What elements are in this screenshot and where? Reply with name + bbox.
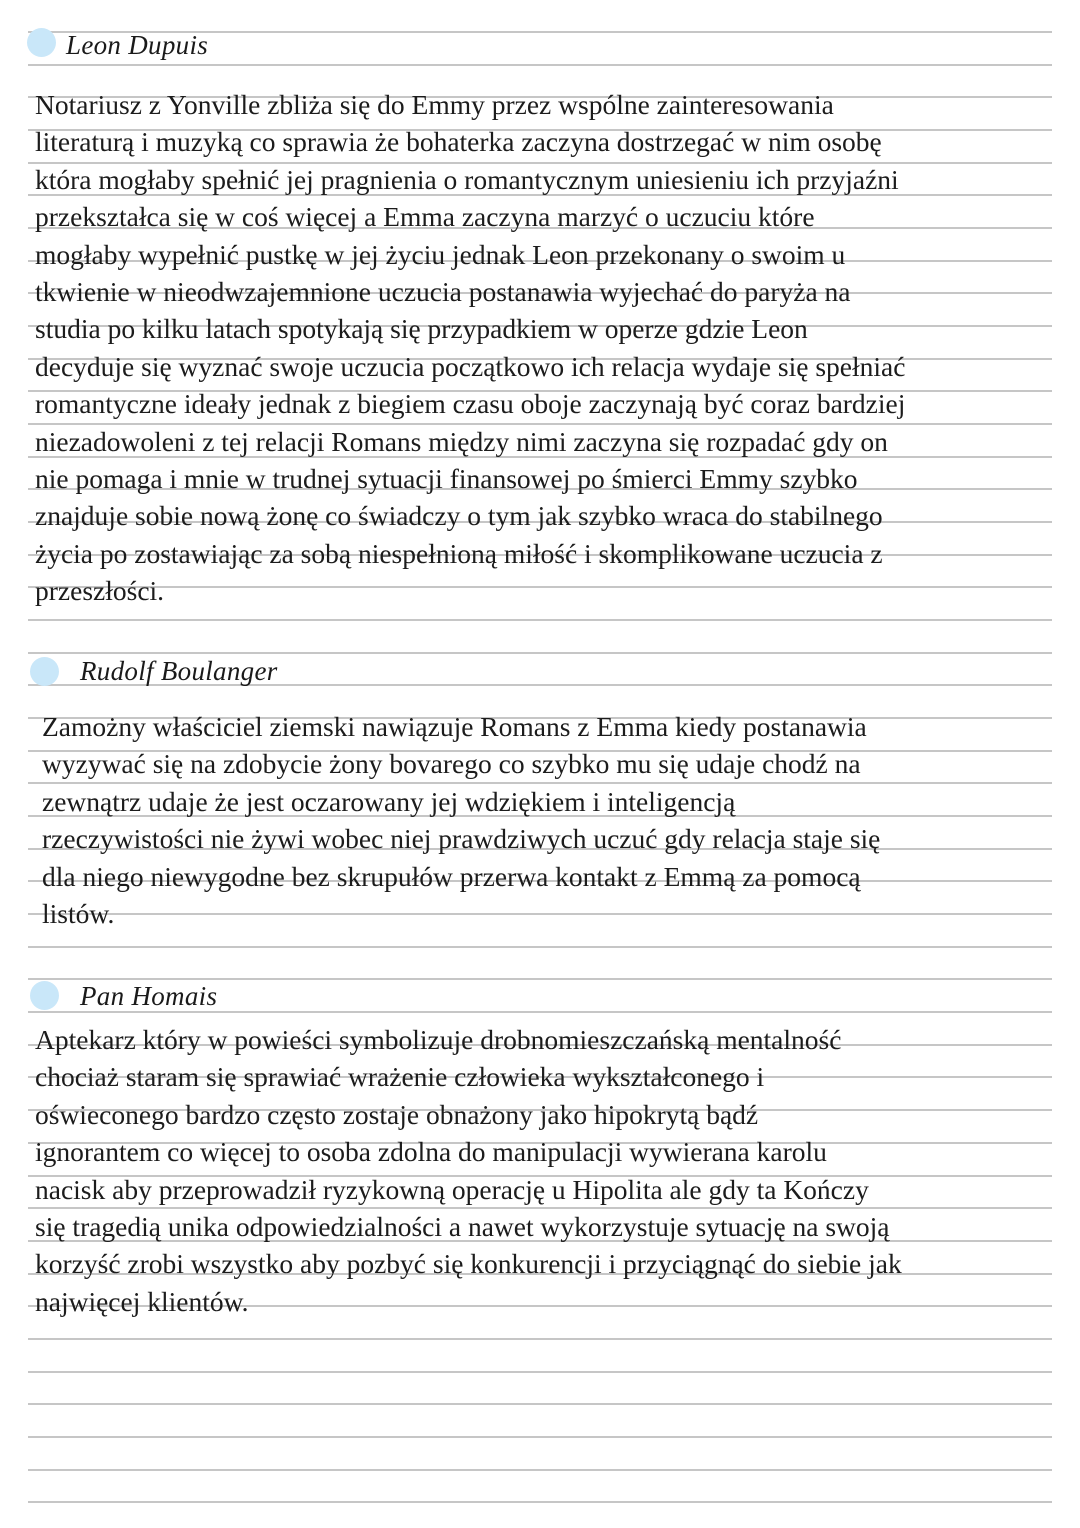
text-line: przeszłości. [35,575,165,607]
text-line: która mogłaby spełnić jej pragnienia o romantycznym uniesieniu ich przyjaźni [35,163,899,195]
ruled-line [28,1436,1052,1438]
text-line: studia po kilku latach spotykają się przypadkiem w operze gdzie Leon [35,313,808,345]
text-line: Zamożny właściciel ziemski nawiązuje Romans z Emma kiedy postanawia [42,711,867,742]
text-line: wyzywać się na zdobycie żony bovarego co szybko mu się udaje chodź na [42,748,861,780]
ruled-line [28,1501,1052,1503]
text-line: chociaż staram się sprawiać wrażenie człowieka wykształconego i [35,1061,765,1093]
ruled-line [28,652,1052,654]
text-line: romantyczne ideały jednak z biegiem czasu oboje zaczynają być coraz bardziej [35,388,906,420]
ruled-line [28,64,1052,66]
text-line: najwięcej klientów. [35,1285,249,1317]
text-line: Aptekarz który w powieści symbolizuje drobnomieszczańską mentalność [35,1024,842,1055]
bullet-dot-icon [30,981,59,1010]
text-line: nie pomaga i mnie w trudnej sytuacji finansowej po śmierci Emmy szybko [35,463,858,494]
ruled-line [28,1371,1052,1373]
ruled-line [28,1011,1052,1013]
text-line: dla niego niewygodne bez skrupułów przerwa kontakt z Emmą za pomocą [42,860,861,892]
text-line: ignorantem co więcej to osoba zdolna do manipulacji wywierana karolu [35,1136,827,1168]
bullet-dot-icon [30,657,59,686]
text-line: listów. [42,898,115,929]
text-line: korzyść zrobi wszystko aby pozbyć się konkurencji i przyciągnąć do siebie jak [35,1248,902,1280]
text-line: tkwienie w nieodwzajemnione uczucia postanawia wyjechać do paryża na [35,276,851,307]
ruled-line [28,946,1052,948]
ruled-line [28,1207,1052,1209]
text-line: nacisk aby przeprowadził ryzykowną operację u Hipolita ale gdy ta Kończy [35,1173,869,1205]
text-line: mogłaby wypełnić pustkę w jej życiu jednak Leon przekonany o swoim u [35,238,846,270]
ruled-line [28,1403,1052,1405]
section-heading-leon: Leon Dupuis [66,30,209,60]
text-line: znajduje sobie nową żonę co świadczy o tym jak szybko wraca do stabilnego [35,500,883,532]
text-line: rzeczywistości nie żywi wobec niej prawdziwych uczuć gdy relacja staje się [42,823,881,855]
text-line: się tragedią unika odpowiedzialności a nawet wykorzystuje sytuację na swoją [35,1211,890,1242]
text-line: literaturą i muzyką co sprawia że bohaterka zaczyna dostrzegać w nim osobę [35,126,882,158]
text-line: oświeconego bardzo często zostaje obnażony jako hipokrytą bądź [35,1098,759,1130]
section-heading-rudolf: Rudolf Boulanger [80,656,278,686]
bullet-dot-icon [27,28,56,57]
text-line: zewnątrz udaje że jest oczarowany jej wdziękiem i inteligencją [42,785,736,817]
ruled-line [28,586,1052,588]
text-line: przekształca się w coś więcej a Emma zaczyna marzyć o uczuciu które [35,201,815,233]
section-heading-homais: Pan Homais [80,981,218,1011]
text-line: decyduje się wyznać swoje uczucia początkowo ich relacja wydaje się spełniać [35,350,906,382]
text-line: Notariusz z Yonville zbliża się do Emmy przez wspólne zainteresowania [35,89,834,120]
text-line: niezadowoleni z tej relacji Romans między nimi zaczyna się rozpadać gdy on [35,425,888,457]
ruled-line [28,913,1052,915]
ruled-line [28,619,1052,621]
text-line: życia po zostawiając za sobą niespełnioną miłość i skomplikowane uczucia z [35,537,883,569]
ruled-line [28,1338,1052,1340]
ruled-line [28,1469,1052,1471]
